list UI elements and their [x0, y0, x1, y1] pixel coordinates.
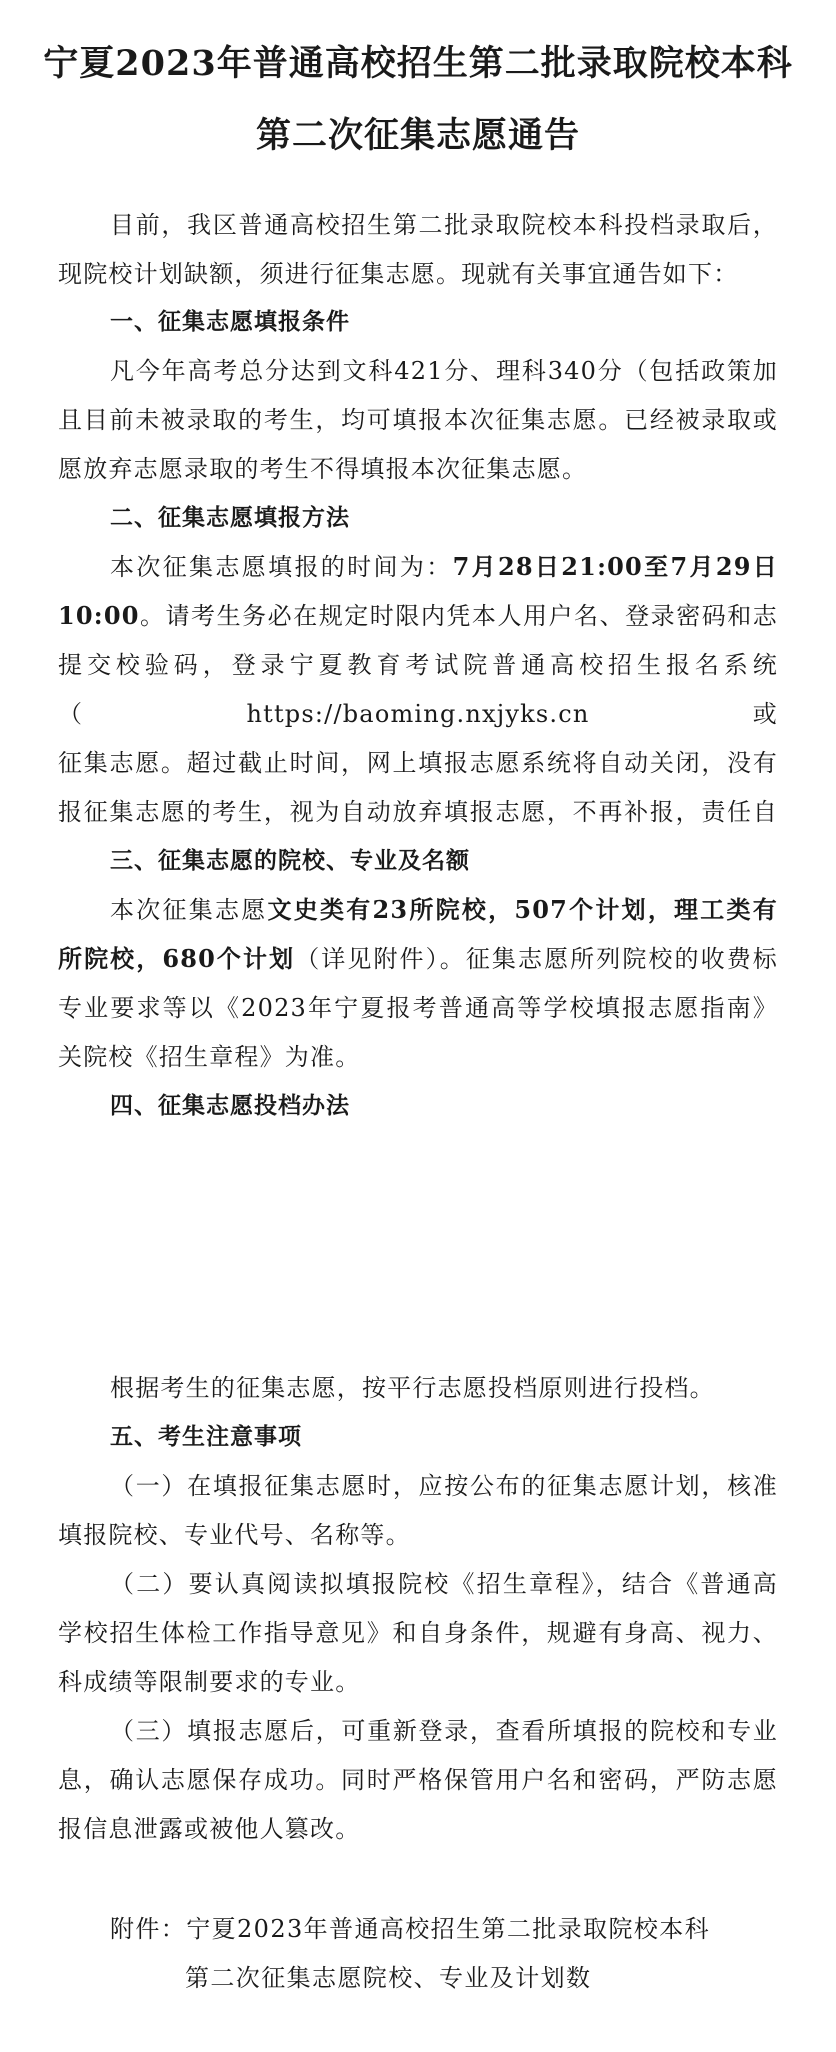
section-2-line-4-urls: （https://baoming.nxjyks.cn或 — [58, 700, 778, 728]
section-5-item-2-line-1: （二）要认真阅读拟填报院校《招生章程》，结合《普通高 — [110, 1570, 778, 1598]
attachment-line-1 — [110, 1913, 710, 1945]
attachment-label: 附件： — [110, 1915, 187, 1943]
section-3-line-2 — [58, 943, 778, 975]
section-1-line-2: 且目前未被录取的考生，均可填报本次征集志愿。已经被录取或 — [58, 406, 778, 434]
section-1-line-3: 愿放弃志愿录取的考生不得填报本次征集志愿。 — [58, 455, 588, 483]
section-3-line-1 — [110, 894, 778, 926]
section-5-item-2-line-3: 科成绩等限制要求的专业。 — [58, 1668, 361, 1696]
intro-paragraph-line-2: 现院校计划缺额，须进行征集志愿。现就有关事宜通告如下： — [58, 260, 739, 288]
section-4-line-1: 根据考生的征集志愿，按平行志愿投档原则进行投档。 — [110, 1374, 715, 1402]
document-title-line-1: 宁夏2023年普通高校招生第二批录取院校本科 — [43, 43, 793, 84]
section-5-item-2-line-2: 学校招生体检工作指导意见》和自身条件，规避有身高、视力、 — [58, 1619, 778, 1647]
section-2-line-1 — [110, 551, 778, 583]
section-3-quota-arts: 文史类有23所院校，507个计划，理工类有 — [267, 895, 778, 924]
attachment-title-line-1: 宁夏2023年普通高校招生第二批录取院校本科 — [186, 1915, 711, 1943]
section-4-heading: 四、征集志愿投档办法 — [110, 1093, 350, 1119]
section-5-item-3-line-1: （三）填报志愿后，可重新登录，查看所填报的院校和专业 — [110, 1717, 778, 1745]
section-3-prefix: 本次征集志愿 — [110, 896, 268, 924]
section-3-line-3: 专业要求等以《2023年宁夏报考普通高等学校填报志愿指南》 — [58, 994, 778, 1022]
section-5-item-3-line-3: 报信息泄露或被他人篡改。 — [58, 1815, 361, 1843]
section-2-line-5: 征集志愿。超过截止时间，网上填报志愿系统将自动关闭，没有 — [58, 749, 778, 777]
section-3-line-2-rest: （详见附件）。征集志愿所列院校的收费标 — [295, 945, 778, 973]
intro-paragraph-line-1: 目前，我区普通高校招生第二批录取院校本科投档录取后， — [110, 211, 778, 239]
section-3-line-4: 关院校《招生章程》为准。 — [58, 1043, 361, 1071]
section-5-item-1-line-2: 填报院校、专业代号、名称等。 — [58, 1521, 411, 1549]
section-3-quota-science: 所院校，680个计划 — [58, 944, 296, 973]
section-2-line-2 — [58, 600, 778, 632]
section-5-item-3-line-2: 息，确认志愿保存成功。同时严格保管用户名和密码，严防志愿 — [58, 1766, 778, 1794]
section-2-heading: 二、征集志愿填报方法 — [110, 505, 350, 531]
section-5-item-1-line-1: （一）在填报征集志愿时，应按公布的征集志愿计划，核准 — [110, 1472, 778, 1500]
document-title-line-2: 第二次征集志愿通告 — [255, 115, 580, 156]
section-1-heading: 一、征集志愿填报条件 — [110, 309, 350, 335]
section-2-line-6: 报征集志愿的考生，视为自动放弃填报志愿，不再补报，责任自 — [58, 798, 778, 826]
section-2-time-start: 7月28日21:00至7月29日 — [452, 552, 778, 581]
section-1-line-1: 凡今年高考总分达到文科421分、理科340分（包括政策加 — [110, 357, 778, 385]
section-2-time-end: 10:00 — [58, 601, 140, 630]
section-3-heading: 三、征集志愿的院校、专业及名额 — [110, 848, 470, 874]
section-2-line-2-rest: 。请考生务必在规定时限内凭本人用户名、登录密码和志 — [139, 602, 778, 630]
attachment-title-line-2: 第二次征集志愿院校、专业及计划数 — [185, 1964, 592, 1992]
section-2-time-prefix: 本次征集志愿填报的时间为： — [110, 553, 453, 581]
section-2-line-3: 提交校验码，登录宁夏教育考试院普通高校招生报名系统 — [58, 651, 778, 679]
section-5-heading: 五、考生注意事项 — [110, 1424, 302, 1450]
